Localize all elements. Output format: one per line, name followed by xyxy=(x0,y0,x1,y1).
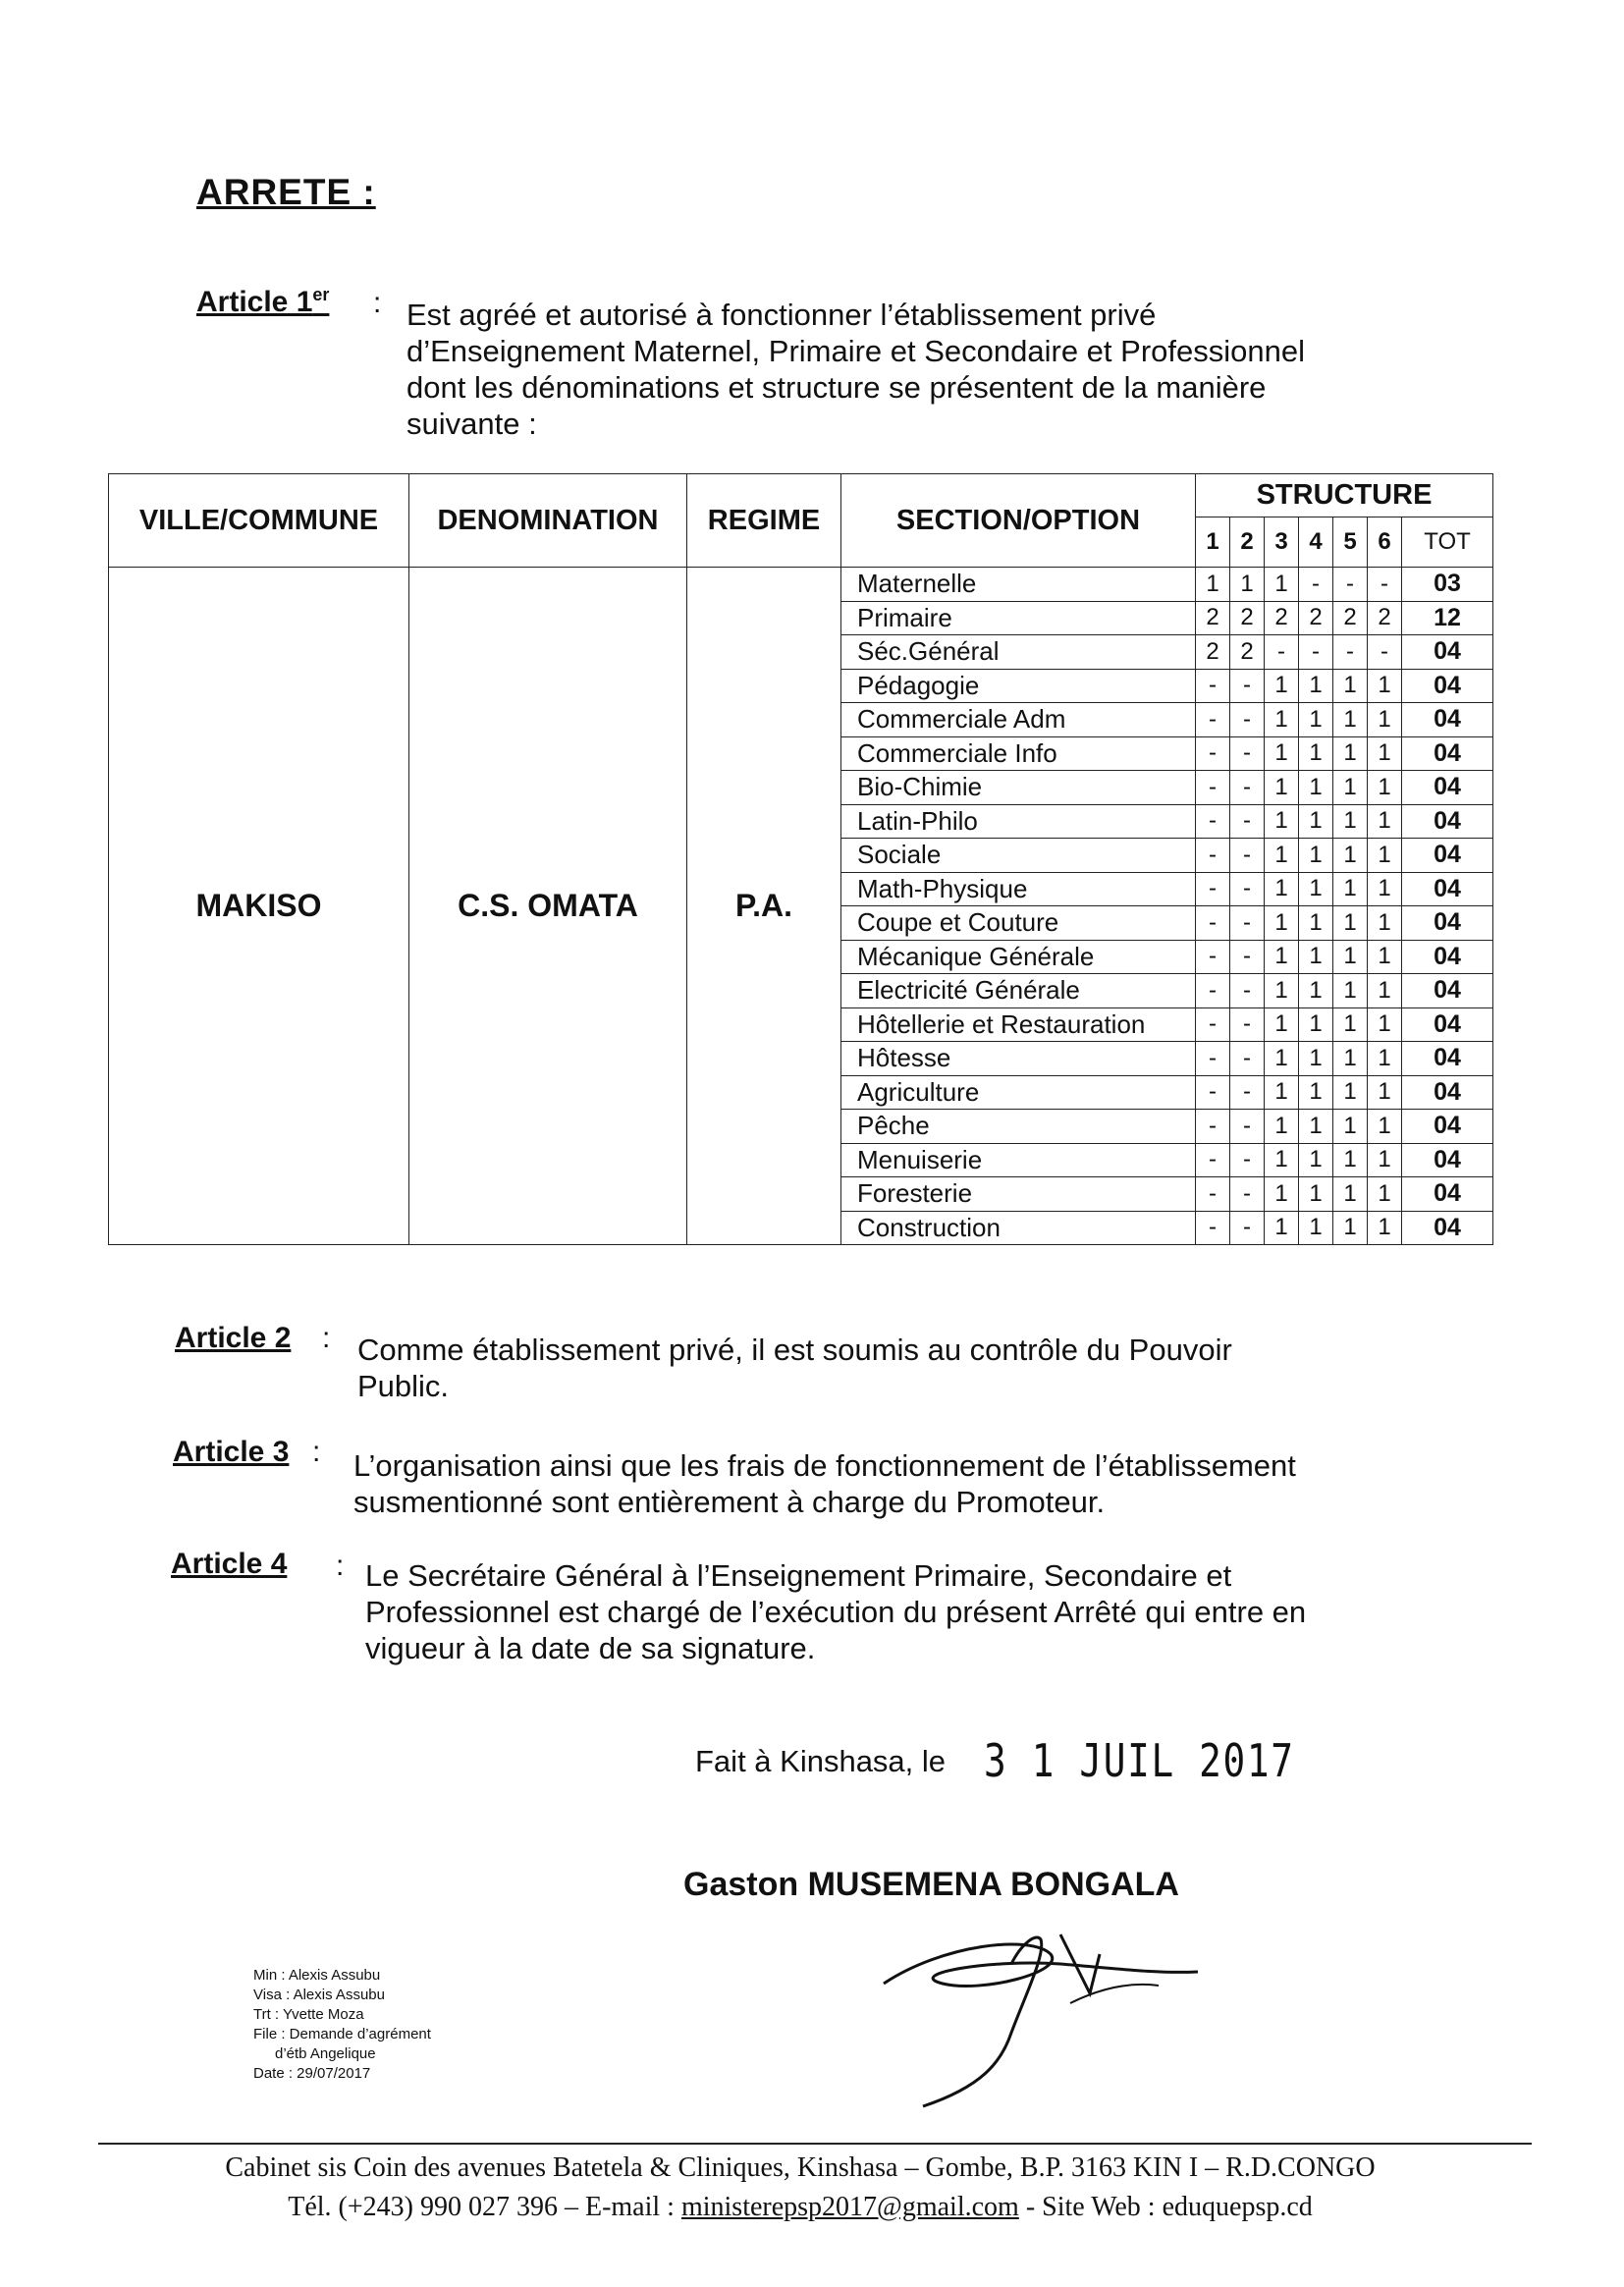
article-1-line: dont les dénominations et structure se présentent de la manière xyxy=(406,370,1267,405)
option-cell: Pédagogie xyxy=(841,669,1196,703)
signature-graphic xyxy=(864,1915,1237,2111)
article-4-line: Le Secrétaire Général à l’Enseignement Primaire, Secondaire et xyxy=(365,1558,1232,1593)
reference-line: d’étb Angelique xyxy=(275,2045,376,2062)
option-cell: Commerciale Info xyxy=(841,736,1196,771)
level-cell: 1 xyxy=(1368,804,1402,839)
level-cell: 1 xyxy=(1333,703,1368,737)
article-2-colon: : xyxy=(322,1322,331,1354)
level-cell: 1 xyxy=(1299,872,1333,906)
level-cell: 1 xyxy=(1333,1211,1368,1245)
option-cell: Pêche xyxy=(841,1110,1196,1144)
reference-line: Date : 29/07/2017 xyxy=(253,2065,371,2082)
header-section-option: SECTION/OPTION xyxy=(841,474,1196,568)
level-cell: - xyxy=(1230,839,1265,873)
level-cell: - xyxy=(1230,1211,1265,1245)
regime-cell: P.A. xyxy=(687,568,841,1245)
level-cell: 1 xyxy=(1333,736,1368,771)
level-cell: - xyxy=(1230,974,1265,1008)
level-cell: - xyxy=(1196,736,1230,771)
article-1-label xyxy=(196,285,329,319)
level-cell: 1 xyxy=(1299,1075,1333,1110)
level-cell: - xyxy=(1230,669,1265,703)
level-cell: 1 xyxy=(1299,974,1333,1008)
level-cell: 1 xyxy=(1299,839,1333,873)
level-cell: 1 xyxy=(1265,1177,1299,1212)
level-cell: 1 xyxy=(1368,906,1402,941)
level-cell: 1 xyxy=(1368,736,1402,771)
level-cell: 1 xyxy=(1368,940,1402,974)
option-cell: Primaire xyxy=(841,601,1196,635)
total-cell: 04 xyxy=(1402,1143,1493,1177)
level-cell: 1 xyxy=(1265,940,1299,974)
footer-contact xyxy=(147,2188,1453,2227)
level-cell: - xyxy=(1230,872,1265,906)
article-2-line: Public. xyxy=(357,1369,450,1403)
level-cell: 1 xyxy=(1333,1042,1368,1076)
level-cell: 1 xyxy=(1299,804,1333,839)
level-cell: 1 xyxy=(1265,804,1299,839)
option-cell: Agriculture xyxy=(841,1075,1196,1110)
level-cell: 1 xyxy=(1265,568,1299,602)
footer-address: Cabinet sis Coin des avenues Batetela & Cliniques, Kinshasa – Gombe, B.P. 3163 KIN I – R.D.CONGO xyxy=(225,2152,1376,2183)
level-cell: - xyxy=(1230,736,1265,771)
option-cell: Séc.Général xyxy=(841,635,1196,670)
level-cell: - xyxy=(1196,1110,1230,1144)
level-cell: - xyxy=(1333,635,1368,670)
article-3-line: L’organisation ainsi que les frais de fonctionnement de l’établissement xyxy=(353,1448,1296,1483)
level-cell: - xyxy=(1196,669,1230,703)
option-cell: Sociale xyxy=(841,839,1196,873)
level-cell: 1 xyxy=(1299,703,1333,737)
level-cell: 2 xyxy=(1196,601,1230,635)
total-cell: 04 xyxy=(1402,839,1493,873)
total-cell: 04 xyxy=(1402,1211,1493,1245)
signatory-name: Gaston MUSEMENA BONGALA xyxy=(683,1866,1179,1903)
level-cell: 1 xyxy=(1265,872,1299,906)
level-cell: - xyxy=(1333,568,1368,602)
level-cell: 1 xyxy=(1299,1007,1333,1042)
total-cell: 04 xyxy=(1402,804,1493,839)
option-cell: Commerciale Adm xyxy=(841,703,1196,737)
level-cell: 1 xyxy=(1299,736,1333,771)
level-cell: - xyxy=(1196,906,1230,941)
level-cell: - xyxy=(1196,771,1230,805)
level-cell: 1 xyxy=(1333,872,1368,906)
level-cell: 1 xyxy=(1368,1211,1402,1245)
level-cell: 1 xyxy=(1265,771,1299,805)
level-cell: 1 xyxy=(1368,1075,1402,1110)
level-cell: 2 xyxy=(1196,635,1230,670)
level-cell: 2 xyxy=(1265,601,1299,635)
total-cell: 03 xyxy=(1402,568,1493,602)
level-cell: 1 xyxy=(1265,736,1299,771)
level-cell: 1 xyxy=(1265,703,1299,737)
article-1-text xyxy=(406,297,1388,442)
footer-email-link[interactable]: ministerepsp2017@gmail.com xyxy=(680,2192,1019,2222)
level-cell: 1 xyxy=(1265,974,1299,1008)
level-cell: - xyxy=(1196,1075,1230,1110)
level-cell: - xyxy=(1230,906,1265,941)
header-level-5: 5 xyxy=(1333,517,1368,568)
level-cell: - xyxy=(1196,1042,1230,1076)
table-row xyxy=(109,568,1493,602)
level-cell: 1 xyxy=(1299,771,1333,805)
option-cell: Maternelle xyxy=(841,568,1196,602)
reference-line: Trt : Yvette Moza xyxy=(253,2006,364,2023)
level-cell: - xyxy=(1196,872,1230,906)
total-cell: 04 xyxy=(1402,974,1493,1008)
level-cell: - xyxy=(1230,1007,1265,1042)
article-2-line: Comme établissement privé, il est soumis au contrôle du Pouvoir xyxy=(357,1333,1232,1367)
table-header-row xyxy=(109,474,1493,517)
level-cell: - xyxy=(1196,1177,1230,1212)
total-cell: 04 xyxy=(1402,1007,1493,1042)
footer-phone: Tél. (+243) 990 027 396 – E-mail : xyxy=(288,2192,675,2222)
option-cell: Coupe et Couture xyxy=(841,906,1196,941)
footer xyxy=(147,2149,1453,2227)
level-cell: 1 xyxy=(1265,1007,1299,1042)
total-cell: 04 xyxy=(1402,669,1493,703)
total-cell: 04 xyxy=(1402,771,1493,805)
article-1-line: Est agréé et autorisé à fonctionner l’établissement privé xyxy=(406,298,1157,332)
level-cell: 1 xyxy=(1333,1075,1368,1110)
reference-line: Min : Alexis Assubu xyxy=(253,1967,381,1984)
article-4-label: Article 4 xyxy=(171,1548,288,1580)
level-cell: 1 xyxy=(1230,568,1265,602)
option-cell: Menuiserie xyxy=(841,1143,1196,1177)
reference-line: Visa : Alexis Assubu xyxy=(253,1987,385,2003)
header-ville-commune: VILLE/COMMUNE xyxy=(109,474,409,568)
article-2-text xyxy=(357,1332,1437,1404)
level-cell: 2 xyxy=(1230,635,1265,670)
option-cell: Mécanique Générale xyxy=(841,940,1196,974)
article-4-colon: : xyxy=(336,1550,345,1582)
level-cell: 1 xyxy=(1368,1110,1402,1144)
article-1-superscript: er xyxy=(312,285,330,304)
article-1-label-text: Article 1 xyxy=(196,286,313,318)
level-cell: - xyxy=(1196,974,1230,1008)
level-cell: 1 xyxy=(1265,1042,1299,1076)
level-cell: - xyxy=(1230,1177,1265,1212)
level-cell: 1 xyxy=(1265,669,1299,703)
date-stamp xyxy=(984,1734,1363,1787)
ville-commune-cell: MAKISO xyxy=(109,568,409,1245)
level-cell: 1 xyxy=(1265,1211,1299,1245)
level-cell: - xyxy=(1368,568,1402,602)
level-cell: - xyxy=(1230,1075,1265,1110)
level-cell: - xyxy=(1230,703,1265,737)
level-cell: - xyxy=(1196,1007,1230,1042)
level-cell: 1 xyxy=(1265,906,1299,941)
level-cell: 1 xyxy=(1368,703,1402,737)
option-cell: Electricité Générale xyxy=(841,974,1196,1008)
option-cell: Construction xyxy=(841,1211,1196,1245)
level-cell: 1 xyxy=(1265,1075,1299,1110)
page-heading: ARRETE : xyxy=(196,172,376,212)
level-cell: 2 xyxy=(1333,601,1368,635)
level-cell: 1 xyxy=(1333,1110,1368,1144)
level-cell: 1 xyxy=(1333,669,1368,703)
level-cell: 1 xyxy=(1299,1177,1333,1212)
total-cell: 04 xyxy=(1402,906,1493,941)
option-cell: Math-Physique xyxy=(841,872,1196,906)
level-cell: - xyxy=(1196,703,1230,737)
footer-website: - Site Web : eduquepsp.cd xyxy=(1025,2192,1313,2222)
level-cell: - xyxy=(1230,940,1265,974)
level-cell: 1 xyxy=(1299,1110,1333,1144)
level-cell: 1 xyxy=(1333,1177,1368,1212)
total-cell: 04 xyxy=(1402,1075,1493,1110)
article-4-line: vigueur à la date de sa signature. xyxy=(365,1631,816,1665)
level-cell: - xyxy=(1196,839,1230,873)
total-cell: 04 xyxy=(1402,1110,1493,1144)
article-3-text xyxy=(353,1447,1453,1520)
level-cell: 1 xyxy=(1368,1042,1402,1076)
header-total: TOT xyxy=(1402,517,1493,568)
header-regime: REGIME xyxy=(687,474,841,568)
total-cell: 12 xyxy=(1402,601,1493,635)
level-cell: 2 xyxy=(1230,601,1265,635)
header-structure: STRUCTURE xyxy=(1196,474,1493,517)
article-2-label: Article 2 xyxy=(175,1322,292,1354)
article-4-line: Professionnel est chargé de l’exécution du présent Arrêté qui entre en xyxy=(365,1595,1307,1629)
level-cell: 1 xyxy=(1299,1042,1333,1076)
header-denomination: DENOMINATION xyxy=(409,474,687,568)
article-1-colon: : xyxy=(373,287,382,319)
level-cell: 1 xyxy=(1368,872,1402,906)
table-body xyxy=(109,568,1493,1245)
level-cell: 1 xyxy=(1299,940,1333,974)
level-cell: - xyxy=(1230,1042,1265,1076)
article-3-label: Article 3 xyxy=(173,1436,290,1468)
level-cell: 1 xyxy=(1299,1211,1333,1245)
level-cell: 1 xyxy=(1333,1007,1368,1042)
option-cell: Hôtellerie et Restauration xyxy=(841,1007,1196,1042)
date-stamp-text: 3 1 JUIL 2017 xyxy=(984,1734,1295,1787)
option-cell: Foresterie xyxy=(841,1177,1196,1212)
reference-line: File : Demande d’agrément xyxy=(253,2026,431,2042)
total-cell: 04 xyxy=(1402,635,1493,670)
option-cell: Latin-Philo xyxy=(841,804,1196,839)
level-cell: - xyxy=(1230,1110,1265,1144)
level-cell: 1 xyxy=(1368,669,1402,703)
level-cell: 1 xyxy=(1265,839,1299,873)
header-level-6: 6 xyxy=(1368,517,1402,568)
total-cell: 04 xyxy=(1402,872,1493,906)
header-level-3: 3 xyxy=(1265,517,1299,568)
total-cell: 04 xyxy=(1402,1177,1493,1212)
header-level-2: 2 xyxy=(1230,517,1265,568)
level-cell: - xyxy=(1368,635,1402,670)
header-level-4: 4 xyxy=(1299,517,1333,568)
level-cell: - xyxy=(1230,771,1265,805)
level-cell: 2 xyxy=(1368,601,1402,635)
level-cell: - xyxy=(1265,635,1299,670)
total-cell: 04 xyxy=(1402,1042,1493,1076)
option-cell: Hôtesse xyxy=(841,1042,1196,1076)
level-cell: - xyxy=(1196,940,1230,974)
level-cell: 1 xyxy=(1333,1143,1368,1177)
level-cell: 1 xyxy=(1368,974,1402,1008)
level-cell: - xyxy=(1299,568,1333,602)
footer-rule xyxy=(98,2143,1532,2145)
level-cell: 1 xyxy=(1265,1143,1299,1177)
total-cell: 04 xyxy=(1402,703,1493,737)
level-cell: 1 xyxy=(1299,906,1333,941)
level-cell: 1 xyxy=(1299,669,1333,703)
level-cell: 1 xyxy=(1368,1143,1402,1177)
file-references xyxy=(253,1966,431,2084)
structure-table xyxy=(108,473,1493,1245)
denomination-cell: C.S. OMATA xyxy=(409,568,687,1245)
level-cell: 1 xyxy=(1265,1110,1299,1144)
article-4-text xyxy=(365,1557,1409,1666)
level-cell: - xyxy=(1230,804,1265,839)
level-cell: 1 xyxy=(1333,974,1368,1008)
header-level-1: 1 xyxy=(1196,517,1230,568)
level-cell: - xyxy=(1230,1143,1265,1177)
level-cell: - xyxy=(1196,1211,1230,1245)
level-cell: 1 xyxy=(1333,839,1368,873)
level-cell: 1 xyxy=(1368,1007,1402,1042)
level-cell: - xyxy=(1196,1143,1230,1177)
level-cell: - xyxy=(1299,635,1333,670)
level-cell: 2 xyxy=(1299,601,1333,635)
place-text: Fait à Kinshasa, le xyxy=(695,1744,947,1778)
article-1-line: d’Enseignement Maternel, Primaire et Secondaire et Professionnel xyxy=(406,334,1305,368)
level-cell: 1 xyxy=(1333,940,1368,974)
level-cell: 1 xyxy=(1368,771,1402,805)
level-cell: 1 xyxy=(1333,804,1368,839)
level-cell: 1 xyxy=(1299,1143,1333,1177)
level-cell: 1 xyxy=(1196,568,1230,602)
level-cell: - xyxy=(1196,804,1230,839)
article-3-line: susmentionné sont entièrement à charge du Promoteur. xyxy=(353,1485,1106,1519)
article-3-colon: : xyxy=(312,1436,321,1468)
level-cell: 1 xyxy=(1368,839,1402,873)
total-cell: 04 xyxy=(1402,940,1493,974)
level-cell: 1 xyxy=(1333,906,1368,941)
article-1-line: suivante : xyxy=(406,407,537,441)
level-cell: 1 xyxy=(1368,1177,1402,1212)
option-cell: Bio-Chimie xyxy=(841,771,1196,805)
level-cell: 1 xyxy=(1333,771,1368,805)
total-cell: 04 xyxy=(1402,736,1493,771)
